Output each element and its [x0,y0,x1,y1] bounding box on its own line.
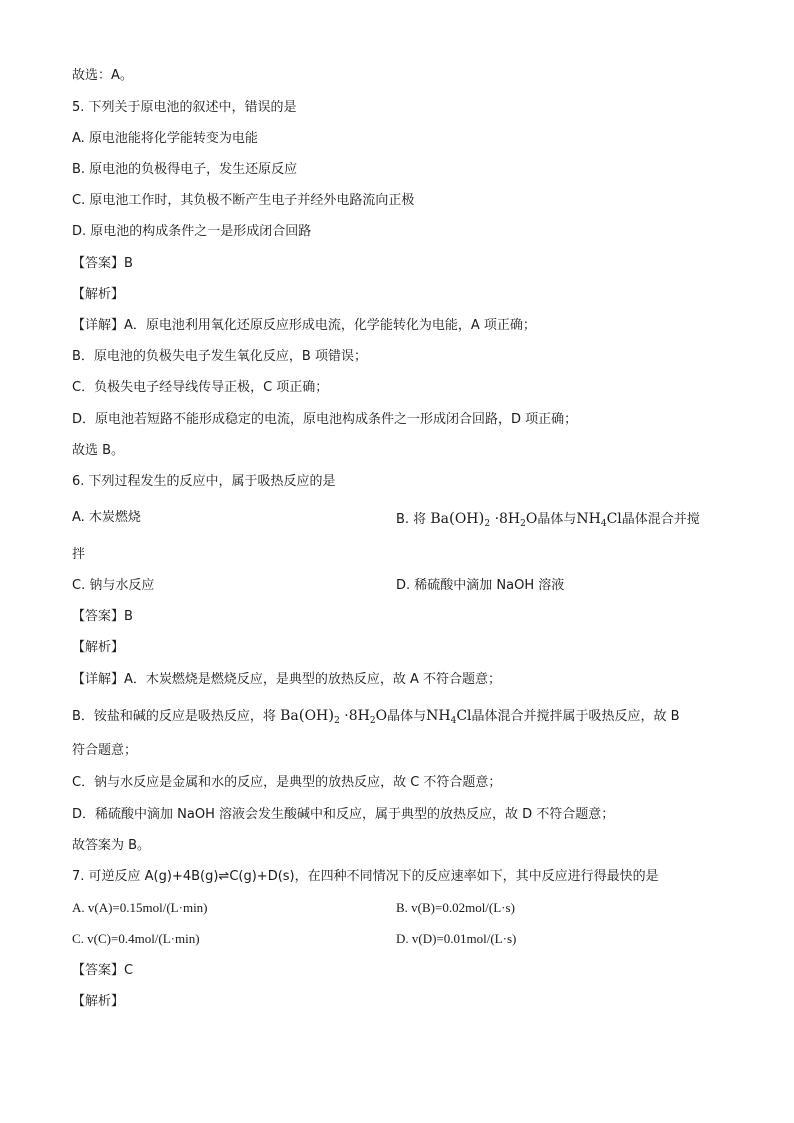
q6-detail-2 [72,705,680,731]
formula-paren-close: ) [478,509,485,527]
q6-option-c: C. 钠与水反应 [72,578,155,593]
q6-detail-1: 【详解】A．木炭燃烧是燃烧反应，是典型的放热反应，故 A 不符合题意； [72,672,502,687]
q5-option-d: D. 原电池的构成条件之一是形成闭合回路 [72,224,312,239]
q5-analysis-label: 【解析】 [72,287,125,302]
formula-water-sub-2: 2 [369,716,376,726]
q5-conclusion: 故选 B。 [72,443,125,458]
formula-cl-2: Cl [456,708,472,724]
q5-detail-1: 【详解】A．原电池利用氧化还原反应形成电流，化学能转化为电能，A 项正确； [72,318,536,333]
formula-paren-open: ( [448,509,455,527]
formula-water-h: ·8H [494,511,521,527]
q5-option-a: A. 原电池能将化学能转变为电能 [72,131,258,146]
q6-detail-3: C．钠与水反应是金属和水的反应，是典型的放热反应，故 C 不符合题意； [72,775,502,790]
formula-water-sub: 2 [520,519,526,529]
q6-stem: 6. 下列过程发生的反应中，属于吸热反应的是 [72,474,336,489]
q7-answer: 【答案】C [72,963,134,978]
q7-option-b: B. v(B)=0.02mol/(L·s) [396,900,515,915]
q5-detail-3: C．负极失电子经导线传导正极，C 项正确； [72,380,329,395]
formula-nh-sub-2: 4 [450,716,457,726]
q6-option-b-prefix: B. 将 [396,512,427,527]
formula-nh-sub: 4 [600,519,607,529]
q6-conclusion: 故答案为 B。 [72,838,151,853]
formula-paren-close-2: ) [328,706,335,724]
q5-option-c: C. 原电池工作时，其负极不断产生电子并经外电路流向正极 [72,193,415,208]
q5-detail-2: B．原电池的负极失电子发生氧化反应，B 项错误； [72,349,367,364]
q5-option-b: B. 原电池的负极得电子，发生还原反应 [72,162,298,177]
formula-paren-open-2: ( [298,706,305,724]
formula-sub-2b: 2 [334,716,340,726]
q5-stem: 5. 下列关于原电池的叙述中，错误的是 [72,100,297,115]
q6-option-b-mid: 晶体与 [537,512,577,527]
q7-option-a: A. v(A)=0.15mol/(L·min) [72,900,208,915]
barium-hydroxide-formula [430,511,537,527]
formula-water-o: O [525,511,538,527]
q5-detail-4: D．原电池若短路不能形成稳定的电流，原电池构成条件之一形成闭合回路，D 项正确； [72,412,578,427]
q7-option-c: C. v(C)=0.4mol/(L·min) [72,931,200,946]
q5-answer: 【答案】B [72,256,133,271]
q6-detail-2-mid: 晶体与 [387,709,427,724]
q6-detail-4: D．稀硫酸中滴加 NaOH 溶液会发生酸碱中和反应，属于典型的放热反应，故 D 不符合题意； [72,807,615,822]
formula-nh-2: NH [426,708,451,724]
ammonium-chloride-formula-2 [426,708,471,724]
formula-ba: Ba [430,511,449,527]
formula-cl: Cl [606,511,622,527]
q6-option-b-suffix: 晶体混合并搅 [621,512,700,527]
formula-water-h-2: ·8H [344,708,370,724]
barium-hydroxide-formula-2 [280,708,387,724]
formula-oh-2: OH [304,708,329,724]
formula-nh: NH [576,511,601,527]
formula-oh: OH [454,511,479,527]
q6-detail-2-prefix: B．铵盐和碱的反应是吸热反应，将 [72,709,276,724]
formula-ba-2: Ba [280,708,299,724]
q6-analysis-label: 【解析】 [72,640,125,655]
q6-option-b-wrap: 拌 [72,547,86,562]
q7-analysis-label: 【解析】 [72,994,125,1009]
formula-sub-2: 2 [484,519,491,529]
q6-option-b [396,508,700,534]
q7-stem: 7. 可逆反应 A(g)+4B(g)⇌C(g)+D(s)，在四种不同情况下的反应速率如下，其中反应进行得最快的是 [72,869,659,884]
q6-detail-2-wrap: 符合题意； [72,743,138,758]
q6-detail-2-suffix: 晶体混合并搅拌属于吸热反应，故 B [471,709,680,724]
q7-option-d: D. v(D)=0.01mol/(L·s) [396,931,517,946]
ammonium-chloride-formula [576,511,621,527]
q6-option-d: D. 稀硫酸中滴加 NaOH 溶液 [396,578,565,593]
q4-conclusion: 故选：A。 [72,68,133,83]
q6-answer: 【答案】B [72,609,133,624]
formula-water-o-2: O [375,708,388,724]
q6-option-a: A. 木炭燃烧 [72,510,141,525]
